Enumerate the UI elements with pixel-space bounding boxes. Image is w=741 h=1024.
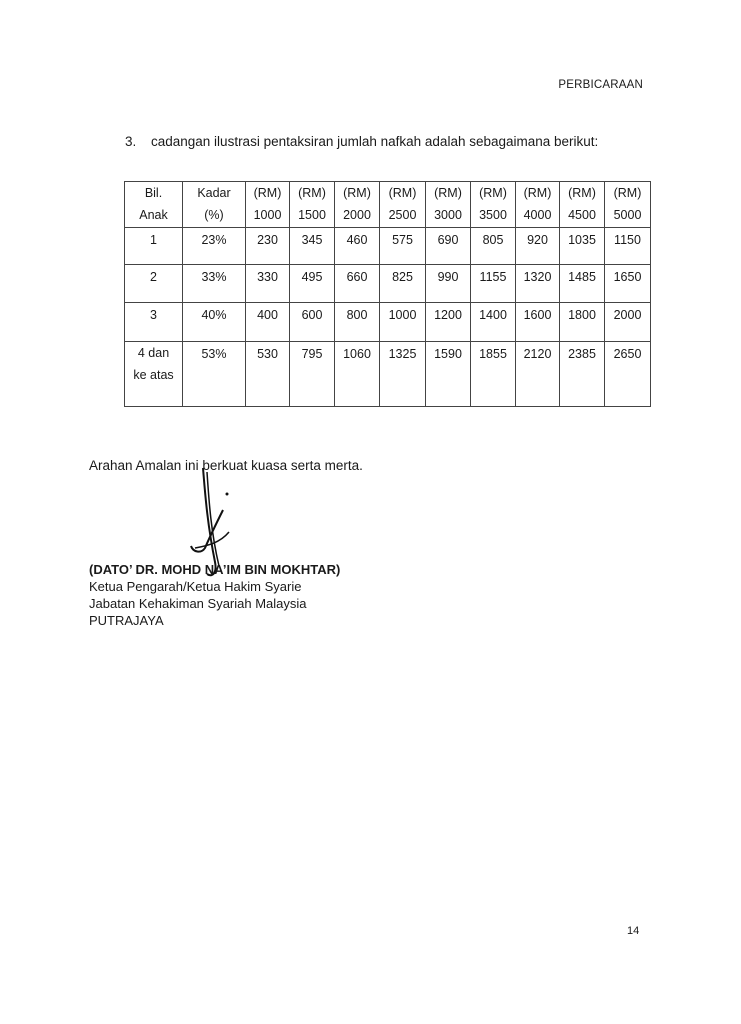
table-cell: 800 <box>335 303 380 342</box>
table-cell: 4 dan ke atas <box>125 342 183 407</box>
table-cell: 330 <box>246 265 290 303</box>
table-row <box>125 228 651 265</box>
table-cell: 1150 <box>605 228 651 265</box>
table-cell: 1400 <box>471 303 516 342</box>
table-cell: 495 <box>290 265 335 303</box>
header-cell: (RM) 1500 <box>290 182 335 228</box>
table-cell: 920 <box>516 228 560 265</box>
table-cell: 1800 <box>560 303 605 342</box>
table-cell: 825 <box>380 265 426 303</box>
header-cell: (RM) 3000 <box>426 182 471 228</box>
table-cell: 575 <box>380 228 426 265</box>
table-cell: 1060 <box>335 342 380 407</box>
table-cell: 2 <box>125 265 183 303</box>
signatory-block <box>89 561 340 629</box>
intro-paragraph <box>125 134 598 149</box>
table-cell: 795 <box>290 342 335 407</box>
table-cell: 345 <box>290 228 335 265</box>
closing-statement: Arahan Amalan ini berkuat kuasa serta merta. <box>89 458 363 473</box>
signatory-department: Jabatan Kehakiman Syariah Malaysia <box>89 596 307 611</box>
table-cell: 530 <box>246 342 290 407</box>
table-cell: 1000 <box>380 303 426 342</box>
table-cell: 2000 <box>605 303 651 342</box>
table-cell: 230 <box>246 228 290 265</box>
table-cell: 1 <box>125 228 183 265</box>
item-number: 3. <box>125 134 137 149</box>
header-cell: (RM) 2500 <box>380 182 426 228</box>
section-header: PERBICARAAN <box>558 79 643 91</box>
header-cell: (RM) 1000 <box>246 182 290 228</box>
signatory-title: Ketua Pengarah/Ketua Hakim Syarie <box>89 579 302 594</box>
header-cell: (RM) 4000 <box>516 182 560 228</box>
table-cell: 1590 <box>426 342 471 407</box>
table-cell: 1155 <box>471 265 516 303</box>
table-cell: 2650 <box>605 342 651 407</box>
table-cell: 1855 <box>471 342 516 407</box>
table-cell: 1600 <box>516 303 560 342</box>
table-cell: 660 <box>335 265 380 303</box>
header-cell: (RM) 4500 <box>560 182 605 228</box>
page-number: 14 <box>627 925 640 937</box>
table-cell: 23% <box>183 228 246 265</box>
intro-text: cadangan ilustrasi pentaksiran jumlah nafkah adalah sebagaimana berikut: <box>151 134 599 149</box>
table-cell: 600 <box>290 303 335 342</box>
header-cell: (RM) 3500 <box>471 182 516 228</box>
table-cell: 1650 <box>605 265 651 303</box>
table-cell: 2120 <box>516 342 560 407</box>
header-cell: Bil. Anak <box>125 182 183 228</box>
table-cell: 53% <box>183 342 246 407</box>
table-cell: 2385 <box>560 342 605 407</box>
table-row <box>125 265 651 303</box>
signatory-location: PUTRAJAYA <box>89 613 164 628</box>
nafkah-table <box>124 181 651 407</box>
table-cell: 33% <box>183 265 246 303</box>
table-cell: 805 <box>471 228 516 265</box>
table-cell: 1325 <box>380 342 426 407</box>
table-cell: 690 <box>426 228 471 265</box>
table-row <box>125 342 651 407</box>
header-cell: (RM) 5000 <box>605 182 651 228</box>
table-cell: 1035 <box>560 228 605 265</box>
table-cell: 1485 <box>560 265 605 303</box>
header-cell: (RM) 2000 <box>335 182 380 228</box>
header-cell: Kadar (%) <box>183 182 246 228</box>
table-cell: 990 <box>426 265 471 303</box>
table-cell: 40% <box>183 303 246 342</box>
table-cell: 1320 <box>516 265 560 303</box>
table-cell: 400 <box>246 303 290 342</box>
table-row <box>125 303 651 342</box>
table-cell: 1200 <box>426 303 471 342</box>
table-header-row <box>125 182 651 228</box>
table-cell: 3 <box>125 303 183 342</box>
signatory-name: (DATO’ DR. MOHD NA’IM BIN MOKHTAR) <box>89 562 341 577</box>
table-cell: 460 <box>335 228 380 265</box>
